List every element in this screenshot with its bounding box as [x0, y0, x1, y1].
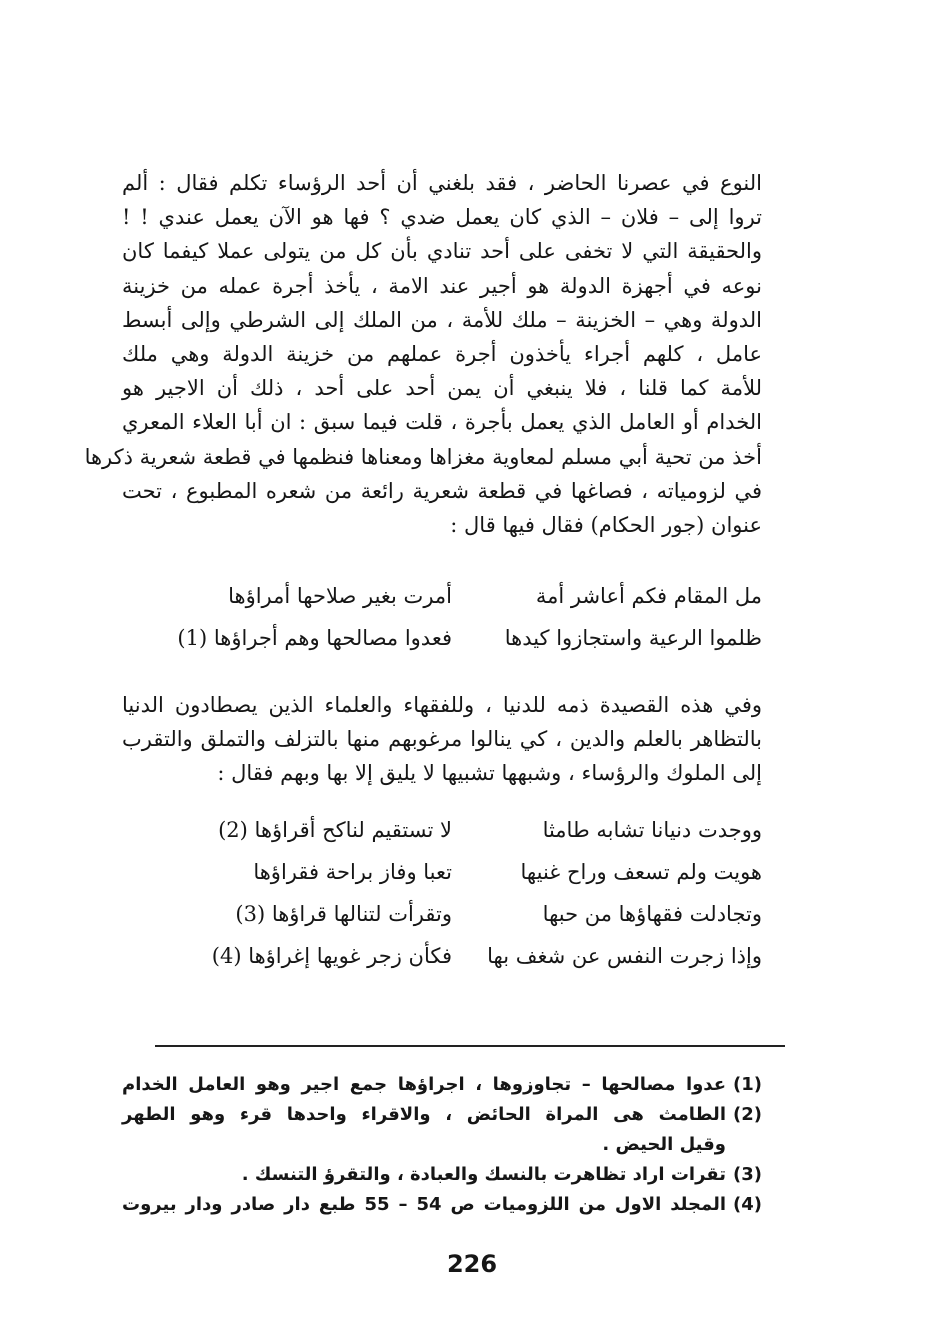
text-line: بالتظاهر بالعلم والدين ، كي ينالوا مرغوبهم منها بالتزلف والتملق والتقرب	[122, 727, 762, 752]
verse-line	[122, 902, 762, 944]
paragraph-2	[122, 688, 762, 791]
text-line: الدولة وهي – الخزينة – ملك للأمة ، من الملك إلى الشرطي وإلى أبسط	[122, 307, 762, 332]
poem-block-2	[122, 818, 762, 986]
verse-first-hemistich: ظلموا الرعية واستجازوا كيدها	[504, 626, 762, 650]
footnote	[122, 1160, 762, 1190]
footnote-divider	[155, 1045, 785, 1047]
footnote	[122, 1100, 762, 1130]
verse-second-hemistich: تعبا وفاز براحة فقراؤها	[253, 860, 452, 884]
verse-line	[122, 584, 762, 626]
text-line: تروا إلى – فلان – الذي كان يعمل ضدي ؟ فها هو الآن يعمل عندي ! !	[122, 205, 762, 230]
text-line: وفي هذه القصيدة ذمه للدنيا ، وللفقهاء والعلماء الذين يصطادون الدنيا	[122, 693, 762, 717]
footnote-text: تقرات اراد تظاهرت بالنسك والعبادة ، والتقرؤ التنسك .	[241, 1164, 726, 1185]
paragraph-1	[84, 166, 762, 542]
verse-line	[122, 860, 762, 902]
footnote-number: (1)	[733, 1074, 762, 1095]
text-line: نوعه في أجهزة الدولة هو أجير عند الامة ، يأخذ أجرة عمله من خزينة	[122, 273, 762, 298]
text-line: والحقيقة التي لا تخفى على أحد تنادي بأن كل من يتولى عملا كيفما كان	[122, 239, 762, 264]
text-line: إلى الملوك والرؤساء ، وشبهها تشبيها لا يليق إلا بها وبهم فقال :	[217, 761, 762, 786]
footnote-text: المجلد الاول من اللزوميات ص 54 – 55 طبع دار صادر ودار بيروت	[122, 1194, 726, 1215]
footnote-number: (4)	[733, 1194, 762, 1215]
text-line: الخدام أو العامل الذي يعمل بأجرة ، قلت فيما سبق : ان أبا العلاء المعري	[122, 410, 762, 435]
text-line: أخذ من تحية أبي مسلم لمعاوية مغزاها ومعناها فنظمها في قطعة شعرية ذكرها	[84, 444, 762, 469]
text-line: للأمة كما قلنا ، فلا ينبغي أن يمن أحد على أحد ، ذلك أن الاجير هو	[122, 376, 762, 401]
footnote-number: (3)	[733, 1164, 762, 1185]
verse-first-hemistich: هويت ولم تسعف وراح غنيها	[520, 860, 762, 884]
page-number: 226	[446, 1250, 498, 1278]
verse-line	[122, 818, 762, 860]
text-line: عنوان (جور الحكام) فقال فيها قال :	[450, 513, 762, 538]
footnote-text: الطامث هى المراة الحائض ، والاقراء واحدها قرء وهو الطهر	[122, 1104, 726, 1125]
verse-second-hemistich: فعدوا مصالحها وهم أجراؤها (1)	[177, 626, 452, 650]
text-line: عامل ، كلهم أجراء يأخذون أجرة عملهم من خزينة الدولة وهي ملك	[122, 342, 762, 367]
poem-block-1	[122, 584, 762, 668]
footnote	[122, 1190, 762, 1220]
verse-second-hemistich: فكأن زجر غويها إغراؤها (4)	[211, 944, 452, 968]
verse-second-hemistich: أمرت بغير صلاحها أمراؤها	[228, 584, 452, 608]
footnote-continuation	[122, 1130, 762, 1160]
text-line: في لزومياته ، فصاغها في قطعة شعرية رائعة من شعره المطبوع ، تحت	[122, 478, 762, 503]
verse-second-hemistich: وتقرأت لتنالها قراؤها (3)	[235, 902, 452, 926]
footnote	[122, 1070, 762, 1100]
verse-first-hemistich: ووجدت دنيانا تشابه طامثا	[542, 818, 762, 842]
verse-line	[122, 944, 762, 986]
verse-second-hemistich: لا تستقيم لناكح أقراؤها (2)	[218, 818, 452, 842]
footnotes	[122, 1070, 762, 1220]
verse-line	[122, 626, 762, 668]
footnote-text: عدوا مصالحها – تجاوزوها ، اجراؤها جمع اجير وهو العامل الخدام	[122, 1074, 726, 1095]
verse-first-hemistich: وتجادلت فقهاؤها من حبها	[542, 902, 762, 926]
verse-first-hemistich: مل المقام فكم أعاشر أمة	[535, 584, 762, 608]
footnote-text: وقيل الحيض .	[602, 1134, 726, 1155]
footnote-number: (2)	[733, 1104, 762, 1125]
text-line: النوع في عصرنا الحاضر ، فقد بلغني أن أحد الرؤساء تكلم فقال : ألم	[122, 171, 762, 195]
verse-first-hemistich: وإذا زجرت النفس عن شغف بها	[487, 944, 762, 968]
